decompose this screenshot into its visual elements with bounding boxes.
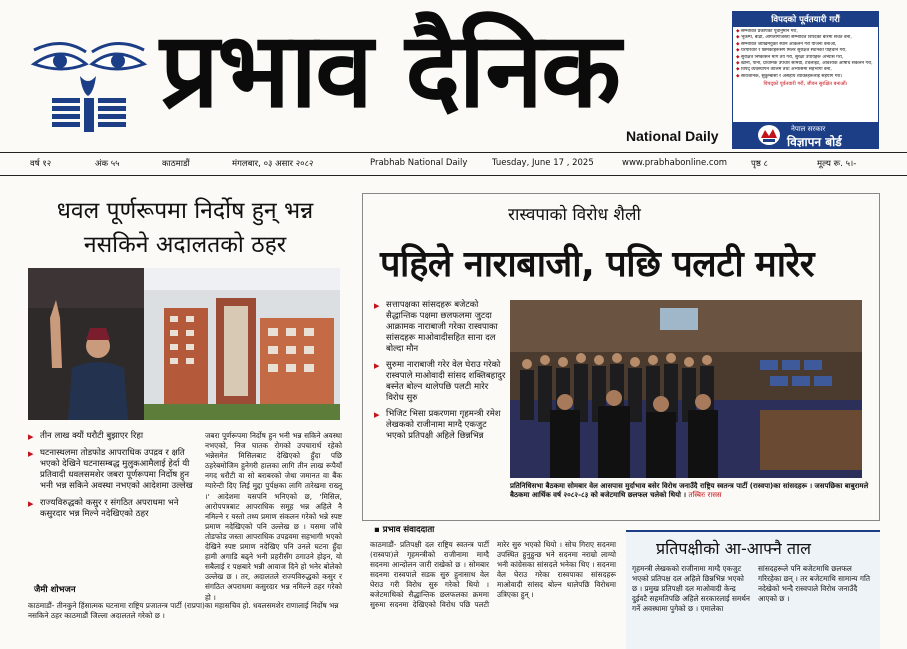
- caption-text: प्रतिनिधिसभा बैठकमा सोमबार वेल आसपास मुर्दाभाव बसेर विरोध जनाउँदै राष्ट्रिय स्वतन्त्र पार्टी (रास्वपा)का सांसदहरू । जसपछिका बाबुरामले बैठकमा आर्थिक वर्ष २०८२-८३ को बजेटमाथि छलफल चलेको थियो ।: [510, 482, 869, 499]
- lead-story-headline[interactable]: पहिले नाराबाजी, पछि पलटी मारेर: [380, 244, 815, 285]
- highlight-item: ▸ भिजिट भिसा प्रकरणमा गृहमन्त्री रमेश लेखकको राजीनामा माग्दै एकजुट भएको प्रतिपक्षी अहिले छिन्नभिन्न: [374, 409, 506, 442]
- left-story-byline: जैमी शोभजन: [34, 585, 76, 595]
- english-date: Tuesday, June 17 , 2025: [492, 158, 594, 168]
- volume-label: वर्ष १२: [30, 159, 52, 169]
- left-story-headline[interactable]: धवल पूर्णरूपमा निर्दोष हुन् भन्न नसकिने अदालतको ठहर: [56, 198, 314, 258]
- issue-info-bar: [0, 152, 907, 176]
- paper-name-en: Prabhab National Daily: [370, 158, 468, 168]
- ad-list: [736, 29, 875, 80]
- lead-story-body: काठमाडौं- प्रतिपक्षी दल राष्ट्रिय स्वतन्त्र पार्टी (रास्वपा)ले गृहमन्त्रीको राजीनामा माग्दै सदनमा आन्दोलन जारी राखेको छ । सोमबार सदनमा रास्वपाले सडक सुरु हुनासाथ वेल घेराउ गरी विरोध सुरु गरेको थियो । बजेटमाथिको सैद्धान्तिक छलफलका क्रममा सुरुमा सदनमा देखिएको विरोध पछि पलटी मारेर सुरु भएको थियो । सोच गिराए सदनमा उपस्थित हुनुहुन्छ भने सदनमा नराम्रो लाग्यो भनी कांग्रेसका सांसदले भनेका थिए । सदनमा वेल घेराउ गरेका रास्वपाका सांसदहरू माओवादी सांसद बोल्न थालेपछि विरोधमा उत्रिएका हुन् ।: [370, 540, 616, 609]
- nepali-date: मंगलबार, ०३ असार २०८२: [232, 159, 314, 169]
- ad-item: ◆ सुरक्षित निष्कासन मार्ग तय गरौं, सुरक्षा उपायहरू अभ्यास गरौं,: [736, 55, 875, 61]
- newspaper-subtitle: National Daily: [626, 128, 719, 144]
- photo-caption: [510, 482, 874, 500]
- parliament-photo: [510, 300, 862, 478]
- left-story-body: जबरा पूर्णरूपमा निर्दोष हुन भनी भन्न सकिने अवस्था नभएको, निज घातक रोगको उपचारार्थ रहेको भन्नेसमेत मिसिलबाट देखिएको हुँदा पछि ठहरेबमोजिम हुनेगरी हालका लागि तीन लाख रूपैयाँ नगद धरौटी वा सो बराबरको जेथा जमानत वा बैंक ग्यारेन्टी दिए लिई मुद्दा पुर्पक्षका लागि तारेखमा राख्नू ।' आदेशमा यसपनि भनिएको छ, 'मिसिल, आरोपपत्रबाट आपराधिक समूह भन्न अहिले नै नमिल्ने र यस्तो तथ्य प्रमाण संकलन गरेको भन्ने स्पष्ट प्रमाण नदेखिएको पनि उल्लेख छ । यसमा जाँचे तोडफोड जस्ता आपराधिक उपद्रवमा सहभागी भएको देखिने स्पष्ट प्रमाण नदेखिए पनि उनले घटना हुँदा हामी अगाडि बढ्ने भनी प्रहरीसँग ठगाउने होइन, यो सबैलाई र पक्षबारे भन्नी आवाज दिने हो भनेर बोलेको उल्लेख छ । तर, अदालतले राज्यविरुद्धको कसुर र संगठित अपराधमा कसुरदार भन्न नमिल्ने ठहर गरेको हो ।: [205, 431, 342, 602]
- ad-item: ◆ सम्भावित जोखिमयुक्त स्थान आंकलन गरी योजना बनाऔं,: [736, 42, 875, 48]
- highlight-item: ▸ घटनास्थलमा तोडफोड आपराधिक उपद्रव र क्षति भएको देखिने घटनासम्बद्ध मुलुकआमैलाई हेर्दा यी प्रतिवादी धवलसमशेर जबरा पूर्णरूपमा निर्दोष हुन भनी भन्न सकिने अवस्था नभएको आदेशमा उल्लेख: [28, 448, 198, 492]
- byline-text: प्रभाव संवाददाता: [382, 525, 435, 535]
- location-label: काठमाडौं: [162, 159, 190, 169]
- highlight-item: ▸ सुरुमा नाराबाजी गरेर वेल घेराउ गरेको रास्वपाले माओवादी सांसद शक्तिबहादुर बस्नेत बोल्न थालेपछि पलटी मारेर विरोध सुरु: [374, 360, 506, 404]
- highlight-item: ▸ तीन लाख क्यौं घरौटी बुझाएर रिहा: [28, 431, 198, 442]
- ad-note: विपद्को पूर्वतयारी गरौं, जीवन सुरक्षित बनाऔं।: [763, 81, 848, 88]
- ad-footer-line2: विज्ञापन बोर्ड: [787, 135, 842, 149]
- ad-footer: [733, 122, 878, 148]
- ad-item: ◆ सार्वजनिक, सुकुम्बासी र असहाय व्यक्तिहरूलाई सहयोग गरौं।: [736, 74, 875, 80]
- ad-item: ◆ खाना, पानी, प्राथमिक उपचार सामग्री, टर्चलाइट, आवश्यक औषधि संकलन गरौं,: [736, 61, 875, 67]
- ad-item: ◆ सम्भावित प्रकोपको पूर्वानुमान गरौं,: [736, 29, 875, 35]
- ad-heading: विपदको पूर्वतयारी गरौं: [733, 12, 878, 27]
- ad-item: ◆ भूकम्प, बाढी, आगलागीजस्ता सम्भावित विपदको बारेमा सचेत बनौं,: [736, 35, 875, 41]
- highlight-item: ▸ राज्यविरुद्धको कसुर र संगठित अपराधमा भने कसुरदार भन्न मिल्ने नदेखिएको ठहर: [28, 498, 198, 520]
- lead-story-byline: ▪ प्रभाव संवाददाता: [374, 525, 435, 535]
- ad-item: ◆ विपद् व्यवस्थापन तालिम तथा अभ्यासमा सहभागी बनौं,: [736, 67, 875, 73]
- left-story-lead-paragraph: काठमाडौं- तीनकुने हिंसात्मक घटनामा राष्ट्रिय प्रजातन्त्र पार्टी (राप्रपा)का महासचिव हो. धवलसमशेर राणालाई निर्दोष भन्न नसकिने ठहर काठमाडौं जिल्ला अदालतले गरेको छ ।: [28, 601, 339, 621]
- price-label: मूल्य रू. ५।-: [817, 159, 857, 169]
- side-story-headline[interactable]: प्रतिपक्षीको आ-आफ्नै ताल: [656, 539, 811, 558]
- government-emblem-icon: [757, 124, 781, 146]
- newspaper-title: प्रभाव दैनिक: [160, 9, 620, 131]
- highlight-item: ▸ सत्तापक्षका सांसदहरू बजेटको सैद्धान्तिक पक्षमा छलफलमा जुटदा आक्रामक नाराबाजी गरेका रास्वपाका सांसदहरू माओवादीसहित साना दल बोल्दा मौन: [374, 300, 506, 355]
- issue-number: अंक ५५: [95, 159, 120, 169]
- website-link[interactable]: www.prabhabonline.com: [622, 158, 728, 168]
- disaster-preparedness-ad[interactable]: [732, 11, 879, 149]
- page-count: पृष्ठ ८: [751, 159, 768, 169]
- lead-story-kicker: रास्वपाको विरोध शैली: [508, 205, 641, 225]
- left-story-highlights: [28, 431, 198, 526]
- ad-footer-line1: नेपाल सरकार: [791, 125, 826, 133]
- side-story-body: गृहमन्त्री लेखकको राजीनामा माग्दै एकजुट भएको प्रतिपक्ष दल अहिले छिन्नभिन्न भएको छ । प्रमुख प्रतिपक्षी दल माओवादी केन्द्र दुईवटै सहमतिपछि अहिले सरकारलाई समर्थन गर्ने अवस्थामा पुगेको छ । एमालेका सांसदहरूले पनि बजेटमाथि छलफल गरिरहेका छन् । तर बजेटमाथि सामान्य गति नदेखेको भन्दै रास्वपाले विरोध जनाउँदै आएको छ ।: [632, 564, 871, 613]
- side-story-box: [626, 530, 880, 649]
- left-story-photo: [28, 268, 340, 420]
- lead-story-highlights: [374, 300, 506, 447]
- ad-item: ◆ घरपरिवार र छिमेकीहरूसँग मिलेर सुरक्षित स्थानको पहिचान गरौं,: [736, 48, 875, 54]
- photo-credit: तस्बिरः रासस: [688, 491, 722, 499]
- buddha-eyes-logo-icon: [30, 40, 148, 132]
